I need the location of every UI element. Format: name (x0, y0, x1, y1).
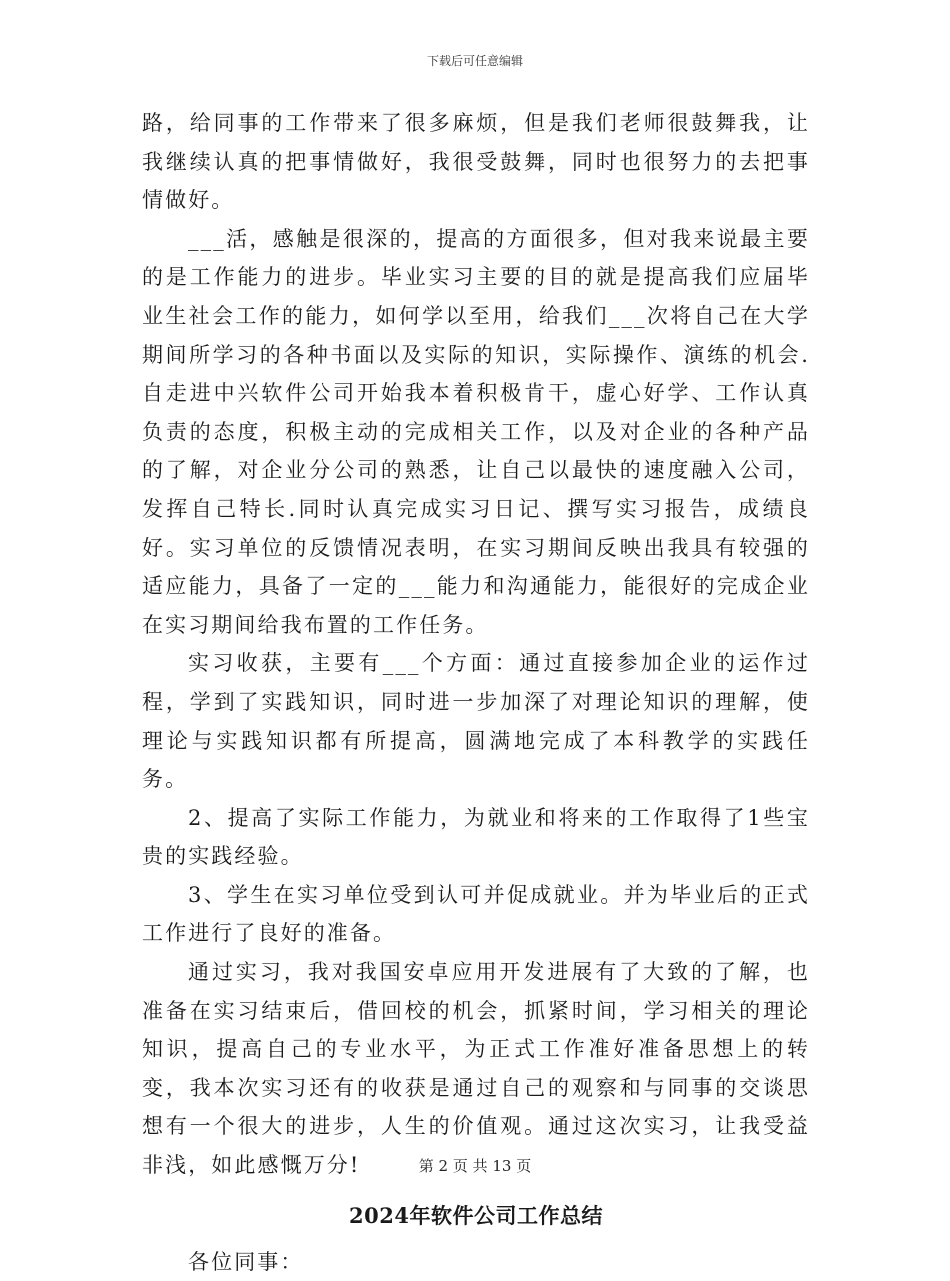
salutation: 各位同事： (188, 1249, 304, 1274)
paragraph-gain-2: 2、提高了实际工作能力，为就业和将来的工作取得了1些宝贵的实践经验。 (142, 805, 810, 869)
paragraph-gain-3: 3、学生在实习单位受到认可并促成就业。并为毕业后的正式工作进行了良好的准备。 (142, 882, 810, 946)
page-number-footer: 第 2 页 共 13 页 (418, 1157, 532, 1175)
paragraph-internship-gains: 实习收获，主要有___个方面：通过直接参加企业的运作过程，学到了实践知识，同时进一步加深了对理论知识的理解，使理论与实践知识都有所提高，圆满地完成了本科教学的实践任务。 (142, 651, 810, 792)
section-title: 2024年软件公司工作总结 (349, 1202, 603, 1228)
paragraph-internship-reflection: ___活，感触是很深的，提高的方面很多，但对我来说最主要的是工作能力的进步。毕业实习主要的目的就是提高我们应届毕业生社会工作的能力，如何学以至用，给我们___次将自己在大学期间所学习的各种书面以及实际的知识，实际操作、演练的机会.自走进中兴软件公司开始我本着积极肯干，虚心好学、工作认真负责的态度，积极主动的完成相关工作，以及对企业的各种产品的了解，对企业分公司的熟悉，让自己以最快的速度融入公司，发挥自己特长.同时认真完成实习日记、撰写实习报告，成绩良好。实习单位的反馈情况表明，在实习期间反映出我具有较强的适应能力，具备了一定的___能力和沟通能力，能很好的完成企业在实习期间给我布置的工作任务。 (142, 226, 810, 637)
document-body (142, 104, 810, 1281)
page-header: 下载后可任意编辑 (426, 54, 523, 68)
paragraph-continuation: 路，给同事的工作带来了很多麻烦，但是我们老师很鼓舞我，让我继续认真的把事情做好，我很受鼓舞，同时也很努力的去把事情做好。 (142, 111, 810, 213)
paragraph-conclusion: 通过实习，我对我国安卓应用开发进展有了大致的了解，也准备在实习结束后，借回校的机会，抓紧时间，学习相关的理论知识，提高自己的专业水平，为正式工作准好准备思想上的转变，我本次实习还有的收获是通过自己的观察和与同事的交谈思想有一个很大的进步，人生的价值观。通过这次实习，让我受益非浅，如此感慨万分! (142, 960, 810, 1178)
